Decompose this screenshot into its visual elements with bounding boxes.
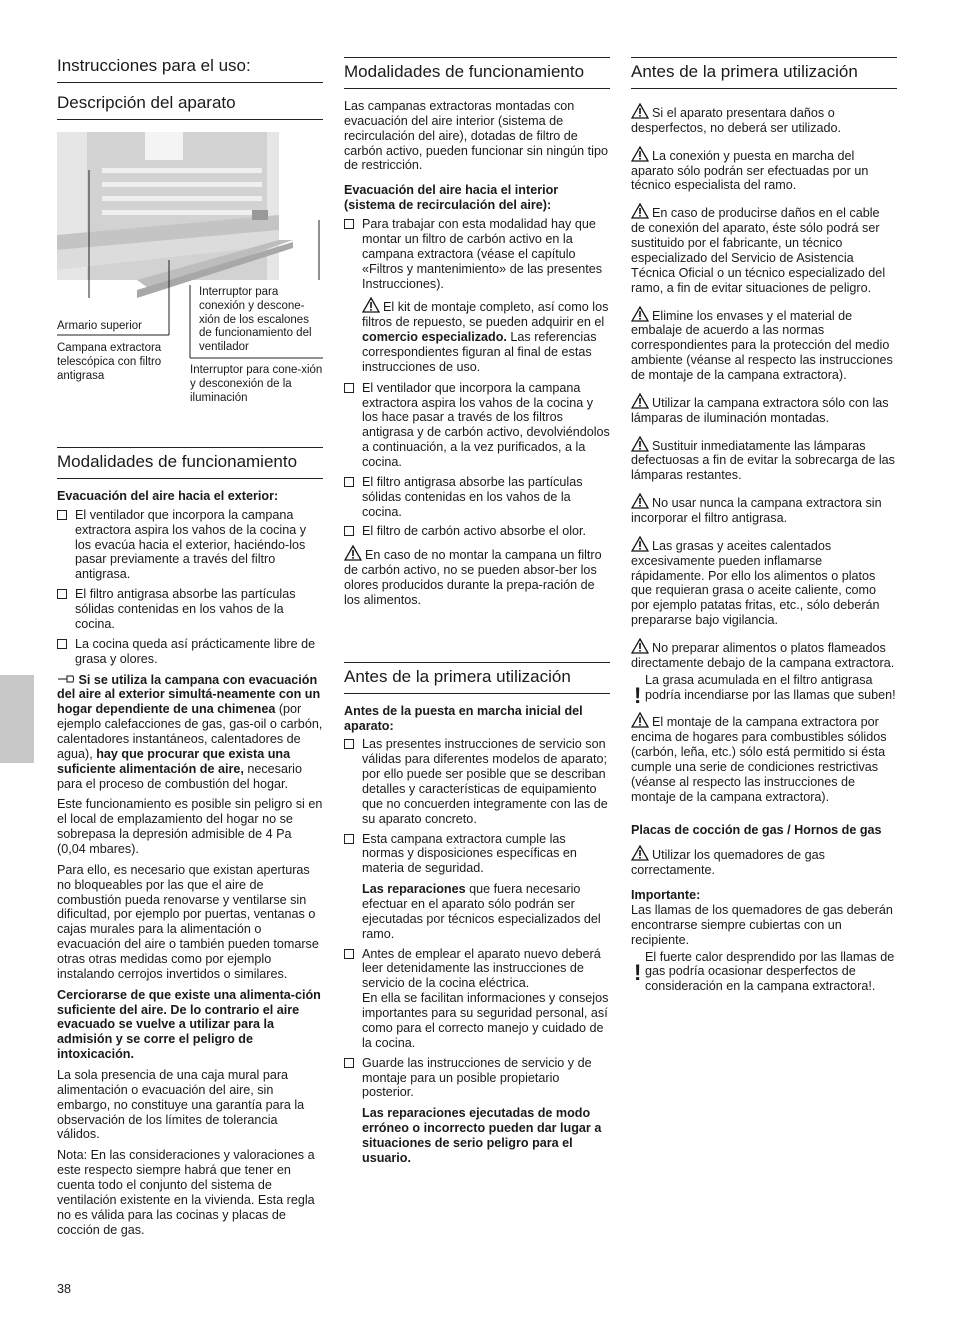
warning-item: Utilizar los quemadores de gas correctamente.	[631, 845, 897, 878]
warning-item: Las grasas y aceites calentados excesivamente pueden inflamarse rápidamente. Por ello los alimentos o platos que requieran grasa o aceite caliente, como por ejemplo patatas fritas, etc., sólo deberán prepararse bajo vigilancia.	[631, 536, 897, 628]
list-item: La cocina queda así prácticamente libre de grasa y olores.	[57, 637, 323, 667]
column-2	[344, 57, 610, 1172]
label-armario: Armario superior	[57, 320, 142, 332]
interior-list-2	[344, 381, 610, 540]
warning-item: Elimine los envases y el material de embalaje de acuerdo a las normas correspondientes para la protección del medio ambiente (véanse al respecto las instrucciones de montaje de la campana extractora).	[631, 306, 897, 383]
warning-item: No usar nunca la campana extractora sin incorporar el filtro antigrasa.	[631, 493, 897, 526]
warning-icon	[631, 845, 649, 861]
section-tab	[0, 675, 34, 763]
list-item: Las presentes instrucciones de servicio son válidas para diferentes modelos de aparato; por ello puede ser posible que se describan detalles y características de equipamiento que no concuerden integramente con las de su aparato concreto.	[344, 737, 610, 826]
warning-icon	[631, 436, 649, 452]
warning-no-carbon: En caso de no montar la campana un filtro de carbón activo, no se pueden absor-ber los olores producidos durante la prepa-ración de los alimentos.	[344, 545, 610, 607]
column-1-body	[57, 447, 323, 1243]
warning-item: El montaje de la campana extractora por encima de hogares para combustibles sólidos (carbón, leña, etc.) sólo está permitido si ésta cumple una serie de condiciones restrictivas (véanse al respecto las instrucciones de montaje de la campana extractora).	[631, 712, 897, 804]
paragraph: Las llamas de los quemadores de gas deberán encontrarse siempre cubiertas con un recipiente.	[631, 903, 893, 947]
warning-icon	[631, 493, 649, 509]
paragraph: La sola presencia de una caja mural para alimentación o evacuación del aire, sin embargo, no constituye una garantía para la observación de los límites de tolerancia válidos.	[57, 1067, 305, 1142]
column-3	[631, 57, 897, 1004]
warning-item: No preparar alimentos o platos flameados directamente debajo de la campana extractora.	[631, 638, 897, 671]
subtitle-gas: Placas de cocción de gas / Hornos de gas	[631, 822, 882, 837]
caution-note: ! El fuerte calor desprendido por las llamas de gas podría ocasionar desperfectos de consideración en la campana extractora!.	[634, 949, 895, 994]
header-antes-seguridad: Antes de la primera utilización	[631, 57, 897, 89]
label-interruptor-ventilador: Interruptor para conexión y descone-xión de los escalones de funcionamiento del ventilador	[199, 286, 312, 354]
warning-icon	[631, 146, 649, 162]
subtitle-interior: Evacuación del aire hacia el interior (sistema de recirculación del aire):	[344, 183, 559, 213]
exclamation-icon: !	[634, 682, 642, 708]
list-item: Guarde las instrucciones de servicio y de montaje para un posible propietario posterior. Las reparaciones ejecutadas de modo erróneo o incorrecto pueden dar lugar a situaciones de serio peligro para el usuario.	[344, 1056, 610, 1166]
importante-label: Importante:	[631, 888, 701, 903]
warning-icon	[631, 203, 649, 219]
warning-item: La conexión y puesta en marcha del aparato sólo podrán ser efectuadas por un técnico especialista del ramo.	[631, 146, 897, 194]
subtitle-exterior: Evacuación del aire hacia el exterior:	[57, 489, 279, 504]
chimney-note: Si se utiliza la campana con evacuación del aire al exterior simultá-neamente con un hogar dependiente de una chimenea (por ejemplo calefacciones de gas, gas-oil o carbón, calentadores instantáneos, calentadores de agua), hay que procurar que exista una suficiente alimentación de aire, necesario para el proceso de combustión del hogar.	[57, 672, 323, 791]
label-interruptor-iluminacion: Interruptor para cone-xión y desconexión de la iluminación	[190, 364, 323, 404]
warning-icon	[344, 545, 362, 561]
header-antes: Antes de la primera utilización	[344, 662, 610, 694]
header-modalidades: Modalidades de funcionamiento	[57, 447, 323, 479]
exterior-list	[57, 508, 323, 667]
paragraph: Nota: En las consideraciones y valoraciones a este respecto siempre habrá que tener en cuenta todo el conjunto del sistema de ventilación existente en la vivienda. Esta regla no es válida para las cocinas y placas de cocción de gas.	[57, 1148, 315, 1237]
label-campana: Campana extractora telescópica con filtro antigrasa	[57, 342, 162, 382]
paragraph: Para ello, es necesario que existan aperturas no bloqueables por las que el aire de combustión pueda renovarse y ventilarse sin dificultad, por ejemplo por puertas, ventanas o cajas murales para la alimentación o evacuación del aire o también pueden tomarse otras otras medidas como por ejemplo instalando cerrojos invertidos o similares.	[57, 862, 319, 981]
warning-item: Sustituir inmediatamente las lámparas defectuosas a fin de evitar la sobrecarga de las lámparas restantes.	[631, 436, 897, 484]
paragraph-bold: Cerciorarse de que existe una alimenta-ción suficiente del aire. De lo contrario el aire evacuado se vuelve a utilizar para la admisión y se corre el peligro de intoxicación.	[57, 987, 321, 1062]
warning-icon	[631, 712, 649, 728]
page-number: 38	[57, 1282, 72, 1296]
warning-item: Utilizar la campana extractora sólo con las lámparas de iluminación montadas.	[631, 393, 897, 426]
warning-icon	[631, 638, 649, 654]
warning-icon	[362, 297, 380, 313]
interior-list	[344, 217, 610, 291]
warning-item: Si el aparato presentara daños o desperfectos, no deberá ser utilizado.	[631, 103, 897, 136]
list-item: Antes de emplear el aparato nuevo deberá leer detenidamente las instrucciones de servicio de la cocina eléctrica. En ella se facilitan informaciones y consejos importantes para su seguridad personal, así como para el correcto manejo y cuidado de la cocina.	[344, 947, 610, 1051]
header-instrucciones: Instrucciones para el uso:	[57, 52, 323, 83]
caution-note: ! La grasa acumulada en el filtro antigrasa podría incendiarse por las llamas que suben!	[634, 672, 896, 708]
list-item: El ventilador que incorpora la campana extractora aspira los vahos de la cocina y los evacúa hacia el exterior, haciéndo-los pasar previamente a través del filtro antigrasa.	[57, 508, 323, 582]
puesta-list	[344, 737, 610, 1165]
header-modalidades-interior: Modalidades de funcionamiento	[344, 57, 610, 89]
pointing-hand-icon	[57, 674, 75, 684]
warning-icon	[631, 536, 649, 552]
paragraph: Este funcionamiento es posible sin peligro si en el local de emplazamiento del hogar no se sobrepasa la depresión admisible de 4 Pa (0,04 mbares).	[57, 797, 323, 856]
column-1	[57, 52, 323, 130]
warning-icon	[631, 103, 649, 119]
list-item: El filtro de carbón activo absorbe el olor.	[344, 524, 610, 539]
subtitle-puesta: Antes de la puesta en marcha inicial del aparato:	[344, 703, 583, 733]
list-item: El ventilador que incorpora la campana extractora aspira los vahos de la cocina y los hace pasar a través de los filtros antigrasa y de carbón activo, devolviéndolos a continuación, a la vez purificados, a la cocina.	[344, 381, 610, 470]
warning-item: En caso de producirse daños en el cable de conexión del aparato, éste sólo podrá ser sustituido por el fabricante, un técnico especializado del Servicio de Asistencia Técnica Oficial o un técnico especializado del ramo, a fin de evitar situaciones de peligro.	[631, 203, 897, 295]
list-item: El filtro antigrasa absorbe las partículas sólidas contenidas en los vahos de la cocina.	[57, 587, 323, 632]
warning-icon	[631, 393, 649, 409]
exclamation-icon: !	[634, 959, 642, 985]
list-item: El filtro antigrasa absorbe las partículas sólidas contenidas en los vahos de la cocina.	[344, 475, 610, 520]
paragraph: Las campanas extractoras montadas con evacuación del aire interior (sistema de recirculación del aire), dotadas de filtro de carbón activo, pueden funcionar sin ningún tipo de restricción.	[344, 99, 608, 173]
appliance-figure	[57, 130, 323, 420]
warning-kit: El kit de montaje completo, así como los filtros de repuesto, se pueden adquirir en el comercio especializado. Las referencias correspondientes figuran al final de estas instrucciones de uso.	[344, 297, 610, 374]
list-item: Para trabajar con esta modalidad hay que montar un filtro de carbón activo en la campana extractora (véase el capítulo «Filtros y mantenimiento» de las presentes Instrucciones).	[344, 217, 610, 291]
list-item: Esta campana extractora cumple las normas y disposiciones específicas en materia de seguridad. Las reparaciones que fuera necesario efectuar en el aparato sólo podrán ser ejecutadas por técnicos especializados del ramo.	[344, 832, 610, 942]
header-descripcion: Descripción del aparato	[57, 89, 323, 120]
warning-icon	[631, 306, 649, 322]
